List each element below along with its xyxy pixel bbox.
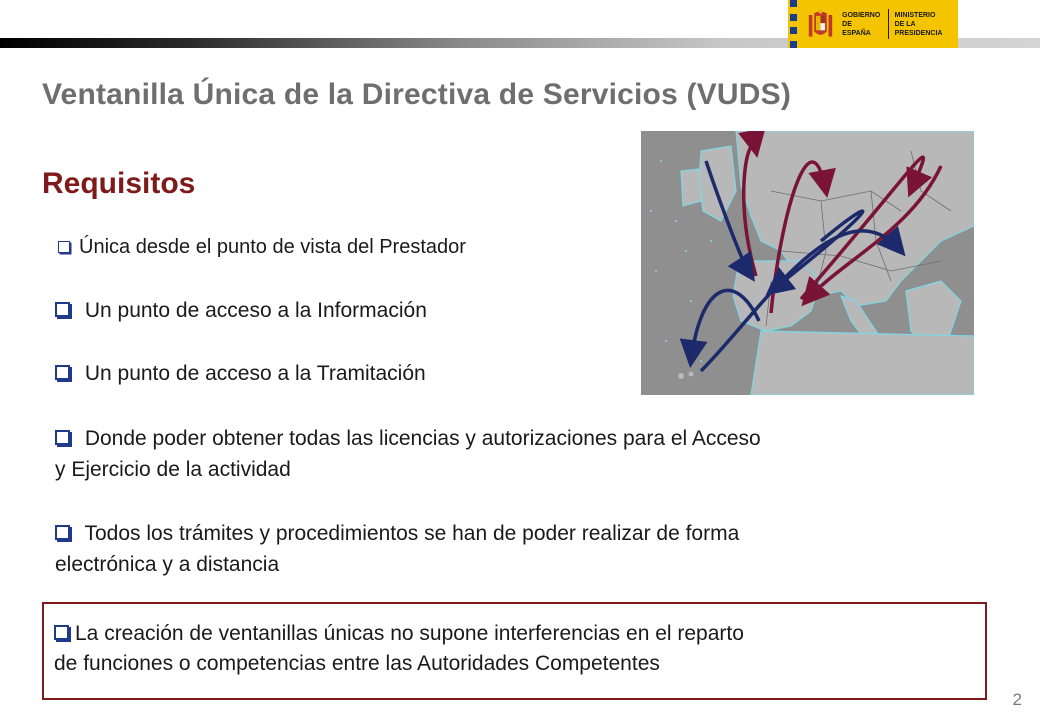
bullet-continuation: y Ejercicio de la actividad bbox=[55, 458, 291, 481]
highlight-text: La creación de ventanillas únicas no supone interferencias en el reparto bbox=[75, 622, 744, 645]
highlight-line: de funciones o competencias entre las Autoridades Competentes bbox=[54, 652, 660, 675]
logo-government-text: GOBIERNO DE ESPAÑA bbox=[842, 11, 881, 37]
square-bullet-icon bbox=[55, 365, 70, 380]
highlight-line bbox=[54, 620, 744, 648]
bullet-item bbox=[55, 360, 426, 388]
square-bullet-icon bbox=[58, 241, 70, 253]
slide-title: Ventanilla Única de la Directiva de Servicios (VUDS) bbox=[42, 78, 792, 111]
europe-map bbox=[641, 131, 974, 395]
eu-stripes bbox=[790, 0, 797, 48]
government-logo bbox=[788, 0, 958, 48]
page-number: 2 bbox=[1012, 690, 1022, 709]
bullet-item bbox=[55, 425, 761, 453]
bullet-item bbox=[55, 297, 427, 325]
bullet-text: Un punto de acceso a la Información bbox=[79, 299, 427, 322]
square-bullet-icon bbox=[55, 430, 70, 445]
square-bullet-icon bbox=[54, 625, 69, 640]
highlight-box bbox=[42, 602, 987, 700]
bullet-item bbox=[55, 520, 739, 548]
bullet-continuation: electrónica y a distancia bbox=[55, 553, 280, 576]
square-bullet-icon bbox=[55, 302, 70, 317]
slide-subtitle: Requisitos bbox=[42, 167, 196, 200]
bullet-text: Donde poder obtener todas las licencias y autorizaciones para el Acceso bbox=[79, 427, 761, 450]
bullet-text: Única desde el punto de vista del Prestador bbox=[79, 236, 466, 258]
bullet-item bbox=[58, 233, 466, 261]
bullet-text: Todos los trámites y procedimientos se han de poder realizar de forma bbox=[79, 522, 740, 545]
bullet-text: Un punto de acceso a la Tramitación bbox=[79, 362, 426, 385]
logo-separator bbox=[888, 9, 889, 39]
square-bullet-icon bbox=[55, 525, 70, 540]
logo-ministry-text: MINISTERIO DE LA PRESIDENCIA bbox=[894, 11, 943, 37]
coat-of-arms-icon bbox=[807, 6, 834, 42]
